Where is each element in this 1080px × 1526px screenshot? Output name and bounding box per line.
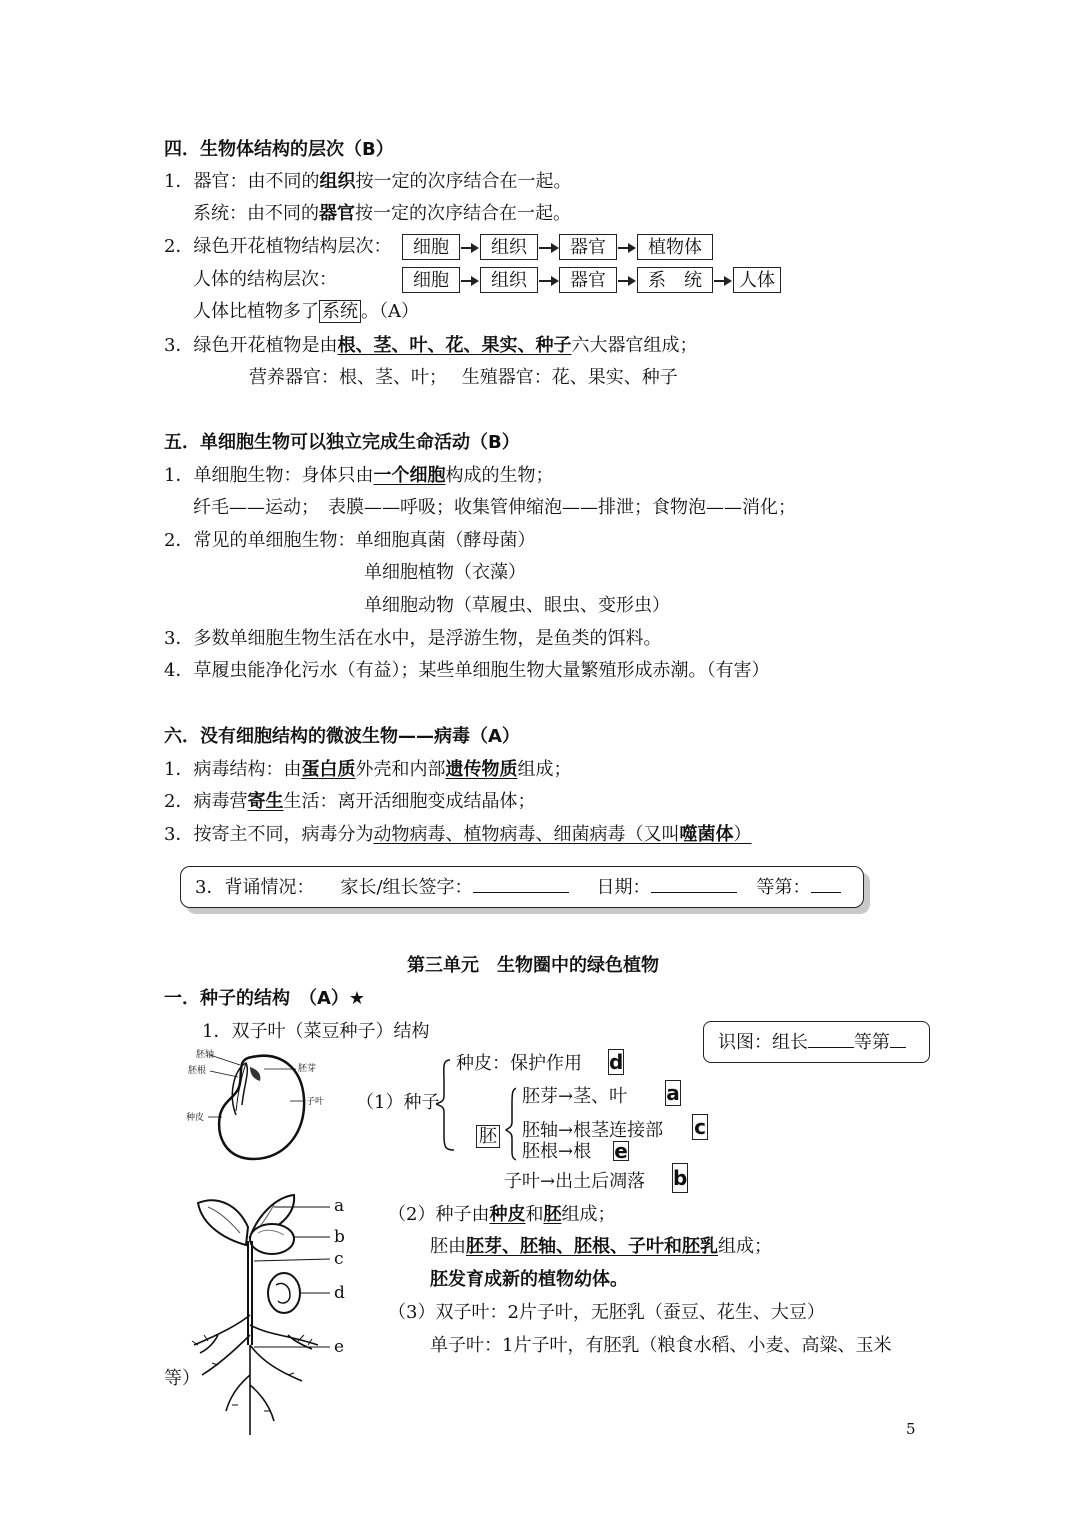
- human-level-box: 器官: [559, 267, 617, 293]
- tree-embryo: 胚: [476, 1124, 500, 1150]
- unicellular-plant: 单细胞植物（衣藻）: [364, 562, 526, 583]
- seed-structure-title: 一．种子的结构 （A）★: [164, 988, 366, 1009]
- seedling-label: c: [334, 1249, 344, 1269]
- human-level-box: 系 统: [637, 267, 713, 293]
- leader-blank[interactable]: [808, 1029, 854, 1048]
- human-level-box: 细胞: [402, 267, 460, 293]
- organ-definition: 1．器官：由不同的组织按一定的次序结合在一起。: [164, 171, 572, 192]
- seedling-label: a: [334, 1196, 345, 1216]
- unicellular-animal: 单细胞动物（草履虫、眼虫、变形虫）: [364, 595, 670, 616]
- date-blank[interactable]: [651, 874, 737, 893]
- recitation-text: 3．背诵情况： 家长/组长签字： 日期： 等第：: [195, 874, 841, 900]
- dicot-line: （3）双子叶：2片子叶，无胚乳（蚕豆、花生、大豆）: [388, 1302, 825, 1323]
- answer-box: e: [614, 1139, 628, 1163]
- arrow-icon: [539, 280, 557, 282]
- embryo-development: 胚发育成新的植物幼体。: [430, 1269, 628, 1290]
- unit3-title: 第三单元 生物圈中的绿色植物: [407, 955, 659, 976]
- grade-blank[interactable]: [811, 874, 841, 893]
- tree-hypocotyl: 胚轴→根茎连接部: [522, 1120, 664, 1141]
- id-grade-blank[interactable]: [890, 1029, 906, 1048]
- plant-level-box: 组织: [480, 234, 538, 260]
- plankton-line: 3．多数单细胞生物生活在水中，是浮游生物，是鱼类的饵料。: [164, 628, 662, 649]
- plant-level-box: 细胞: [402, 234, 460, 260]
- answer-box: a: [666, 1081, 680, 1105]
- section4-title: 四．生物体结构的层次（B）: [164, 139, 394, 160]
- tree-plumule: 胚芽→茎、叶: [522, 1086, 628, 1107]
- six-organs: 3．绿色开花植物是由根、茎、叶、花、果实、种子六大器官组成；: [164, 335, 698, 356]
- section6-title: 六．没有细胞结构的微波生物——病毒（A）: [164, 726, 520, 747]
- signature-blank[interactable]: [473, 874, 569, 893]
- tree-radicle: 胚根→根: [522, 1141, 592, 1162]
- diagram-id-text: 识图：组长 等第: [718, 1029, 906, 1055]
- human-level-box: 组织: [480, 267, 538, 293]
- arrow-icon: [618, 247, 634, 249]
- tree-seed-coat: 种皮：保护作用: [456, 1053, 582, 1074]
- seed-label: 子叶: [306, 1097, 325, 1107]
- seedling-illustration: [178, 1185, 348, 1440]
- virus-structure: 1．病毒结构：由蛋白质外壳和内部遗传物质组成；: [164, 759, 572, 780]
- organelle-functions: 纤毛——运动； 表膜——呼吸；收集管伸缩泡——排泄；食物泡——消化；: [193, 497, 796, 518]
- common-unicellular: 2．常见的单细胞生物：单细胞真菌（酵母菌）: [164, 530, 536, 551]
- answer-box: d: [609, 1050, 624, 1074]
- system-definition: 系统：由不同的器官按一定的次序结合在一起。: [193, 203, 571, 224]
- tree-cotyledon: 子叶→出土后凋落: [504, 1171, 646, 1192]
- seedling-label: e: [334, 1337, 345, 1357]
- organ-types: 营养器官：根、茎、叶； 生殖器官：花、果实、种子: [249, 367, 678, 388]
- human-extra-system: 人体比植物多了 系统 。（A）: [193, 301, 419, 322]
- arrow-icon: [618, 280, 634, 282]
- seed-label: 胚芽: [298, 1064, 317, 1074]
- human-level-box: 人体: [733, 267, 781, 293]
- seed-label: 胚轴: [196, 1050, 215, 1060]
- page-number: 5: [906, 1420, 916, 1438]
- tree-seed: （1）种子: [356, 1092, 440, 1113]
- seedling-label: b: [334, 1227, 345, 1247]
- arrow-icon: [714, 280, 730, 282]
- arrow-icon: [461, 280, 477, 282]
- recitation-box: [180, 866, 864, 908]
- arrow-icon: [461, 247, 477, 249]
- embryo-composition: 胚由胚芽、胚轴、胚根、子叶和胚乳组成；: [430, 1236, 772, 1257]
- answer-box: c: [692, 1114, 708, 1140]
- virus-types: 3．按寄主不同，病毒分为动物病毒、植物病毒、细菌病毒（又叫噬菌体）: [164, 824, 752, 845]
- arrow-icon: [539, 247, 557, 249]
- monocot-line: 单子叶：1片子叶，有胚乳（粮食水稻、小麦、高粱、玉米: [430, 1335, 892, 1356]
- unicellular-definition: 1．单细胞生物：身体只由一个细胞构成的生物；: [164, 465, 554, 486]
- section5-title: 五．单细胞生物可以独立完成生命活动（B）: [164, 432, 520, 453]
- paramecium-line: 4．草履虫能净化污水（有益）；某些单细胞生物大量繁殖形成赤潮。（有害）: [164, 660, 770, 681]
- seedling-label: d: [334, 1283, 345, 1303]
- seed-composition: （2）种子由种皮和胚组成；: [388, 1204, 616, 1225]
- plant-level-box: 器官: [559, 234, 617, 260]
- seed-label: 胚根: [188, 1066, 207, 1076]
- plant-level-box: 植物体: [637, 234, 713, 260]
- human-levels-label: 人体的结构层次：: [193, 269, 337, 290]
- virus-parasitic: 2．病毒营寄生生活：离开活细胞变成结晶体；: [164, 791, 536, 812]
- answer-box: b: [672, 1163, 688, 1193]
- seed-label: 种皮: [186, 1113, 205, 1123]
- monocot-line-end: 等）: [164, 1368, 200, 1389]
- diagram-id-box: [703, 1021, 930, 1063]
- dicot-structure-subtitle: 1．双子叶（菜豆种子）结构: [202, 1021, 430, 1042]
- plant-levels-label: 2．绿色开花植物结构层次：: [164, 236, 392, 257]
